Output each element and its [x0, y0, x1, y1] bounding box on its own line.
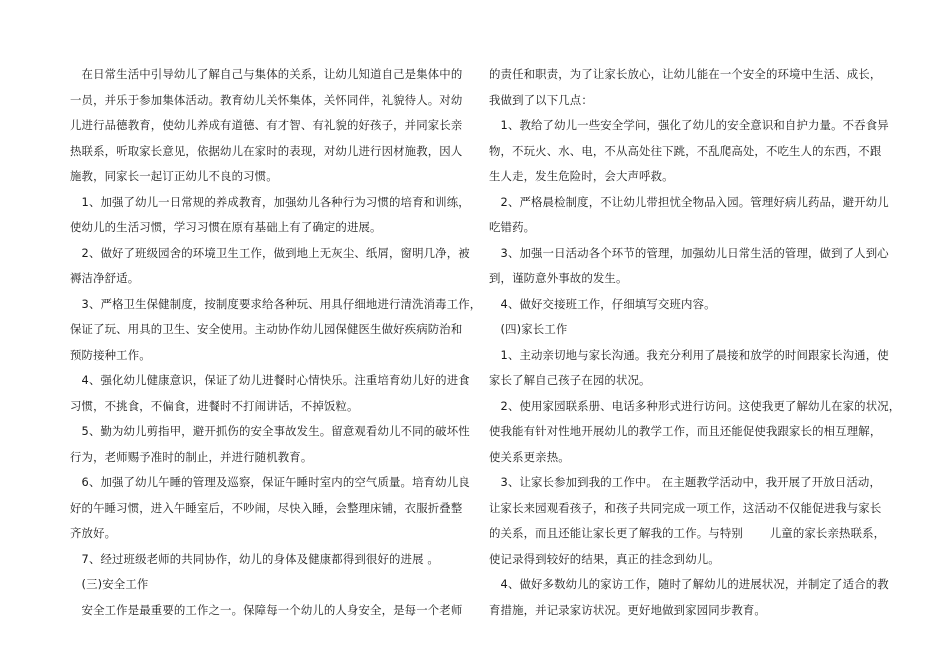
left-column-line-9: 褥洁净舒适。	[70, 271, 140, 285]
right-column-line-19: 的关系，而且还能让家长更了解我的工作。与特别 儿童的家长亲热联系，	[489, 526, 886, 540]
right-column-line-9: 到，谨防意外事故的发生。	[489, 271, 628, 285]
left-column-line-5: 施教，同家长一起订正幼儿不良的习惯。	[70, 169, 278, 183]
right-column-line-2: 我做到了以下几点：	[489, 92, 593, 107]
right-column-line-1: 的责任和职责，为了让家长放心，让幼儿能在一个安全的环境中生活、成长，	[489, 67, 882, 81]
right-column-line-20: 使记录得到较好的结果，真正的挂念到幼儿。	[489, 551, 720, 566]
left-column-line-14: 习惯，不挑食，不偏食，进餐时不打闹讲话，不掉饭粒。	[70, 398, 359, 413]
right-column-line-11: (四)家长工作	[489, 322, 568, 336]
left-column-line-4: 热联系，听取家长意见，依据幼儿在家时的表现，对幼儿进行因材施教，因人	[70, 143, 463, 158]
left-column-line-8: 2、做好了班级园舍的环境卫生工作，做到地上无灰尘、纸屑，窗明几净，被	[70, 245, 470, 260]
right-column-line-5: 生人走，发生危险时，会大声呼救。	[489, 169, 674, 183]
left-column-line-16: 行为，老师赐予准时的制止，并进行随机教育。	[70, 449, 313, 464]
left-column-line-10: 3、严格卫生保健制度，按制度要求给各种玩、用具仔细地进行清洗消毒工作，	[70, 296, 482, 311]
left-text-column	[70, 62, 482, 623]
right-column-line-12: 1、主动亲切地与家长沟通。我充分利用了晨接和放学的时间跟家长沟通，使	[489, 347, 889, 362]
left-column-line-22: 安全工作是最重要的工作之一。保障每一个幼儿的人身安全，是每一个老师	[70, 602, 463, 617]
right-column-line-6: 2、严格晨检制度，不让幼儿带担忧全物品入园。管理好病儿药品，避开幼儿	[489, 194, 889, 209]
right-column-line-14: 2、使用家园联系册、电话多种形式进行访问。这使我更了解幼儿在家的状况，	[489, 398, 901, 413]
right-column-line-18: 让家长来园观看孩子，和孩子共同完成一项工作，这活动不仅能促进我与家长	[489, 500, 882, 515]
right-column-line-22: 育措施，并记录家访状况。更好地做到家园同步教育。	[489, 602, 766, 617]
right-column-line-16: 使关系更亲热。	[489, 449, 570, 464]
left-column-line-3: 儿进行品德教育，使幼儿养成有道德、有才智、有礼貌的好孩子，并同家长亲	[70, 118, 463, 132]
left-column-line-17: 6、加强了幼儿午睡的管理及巡察，保证午睡时室内的空气质量。培育幼儿良	[70, 475, 470, 489]
right-column-line-15: 使我能有针对性地开展幼儿的教学工作，而且还能促使我跟家长的相互理解，	[489, 424, 882, 438]
left-column-line-11: 保证了玩、用具的卫生、安全使用。主动协作幼儿园保健医生做好疾病防治和	[70, 322, 463, 336]
left-column-line-19: 齐放好。	[70, 526, 117, 540]
right-column-line-4: 物，不玩火、水、电，不从高处往下跳，不乱爬高处，不吃生人的东西，不跟	[489, 143, 882, 158]
right-column-line-8: 3、加强一日活动各个环节的管理，加强幼儿日常生活的管理，做到了人到心	[489, 245, 889, 260]
right-column-line-17: 3、让家长参加到我的工作中。 在主题教学活动中，我开展了开放日活动，	[489, 475, 882, 489]
left-column-line-21: (三)安全工作	[70, 577, 149, 591]
left-column-line-20: 7、经过班级老师的共同协作，幼儿的身体及健康都得到很好的进展 。	[70, 551, 439, 566]
left-column-line-2: 一员，并乐于参加集体活动。教育幼儿关怀集体，关怀同伴，礼貌待人。对幼	[70, 92, 463, 107]
right-column-line-7: 吃错药。	[489, 220, 536, 234]
left-column-line-1: 在日常生活中引导幼儿了解自己与集体的关系，让幼儿知道自己是集体中的	[70, 67, 463, 81]
right-column-line-10: 4、做好交接班工作，仔细填写交班内容。	[489, 296, 716, 311]
left-column-line-6: 1、加强了幼儿一日常规的养成教育，加强幼儿各种行为习惯的培育和训练，	[70, 194, 470, 209]
left-column-line-7: 使幼儿的生活习惯，学习习惯在原有基础上有了确定的进展。	[70, 220, 382, 234]
left-column-line-13: 4、强化幼儿健康意识，保证了幼儿进餐时心情快乐。注重培育幼儿好的进食	[70, 373, 470, 387]
left-column-line-18: 好的午睡习惯，进入午睡室后，不吵闹，尽快入睡，会整理床铺，衣服折叠整	[70, 500, 463, 515]
right-column-line-13: 家长了解自己孩子在园的状况。	[489, 373, 651, 387]
left-column-line-15: 5、勤为幼儿剪指甲，避开抓伤的安全事故发生。留意观看幼儿不同的破坏性	[70, 424, 470, 438]
right-column-line-21: 4、做好多数幼儿的家访工作，随时了解幼儿的进展状况，并制定了适合的教	[489, 577, 889, 591]
left-column-line-12: 预防接种工作。	[70, 347, 151, 362]
right-column-line-3: 1、教给了幼儿一些安全学问，强化了幼儿的安全意识和自护力量。不吞食异	[489, 118, 889, 132]
right-text-column	[489, 62, 901, 623]
